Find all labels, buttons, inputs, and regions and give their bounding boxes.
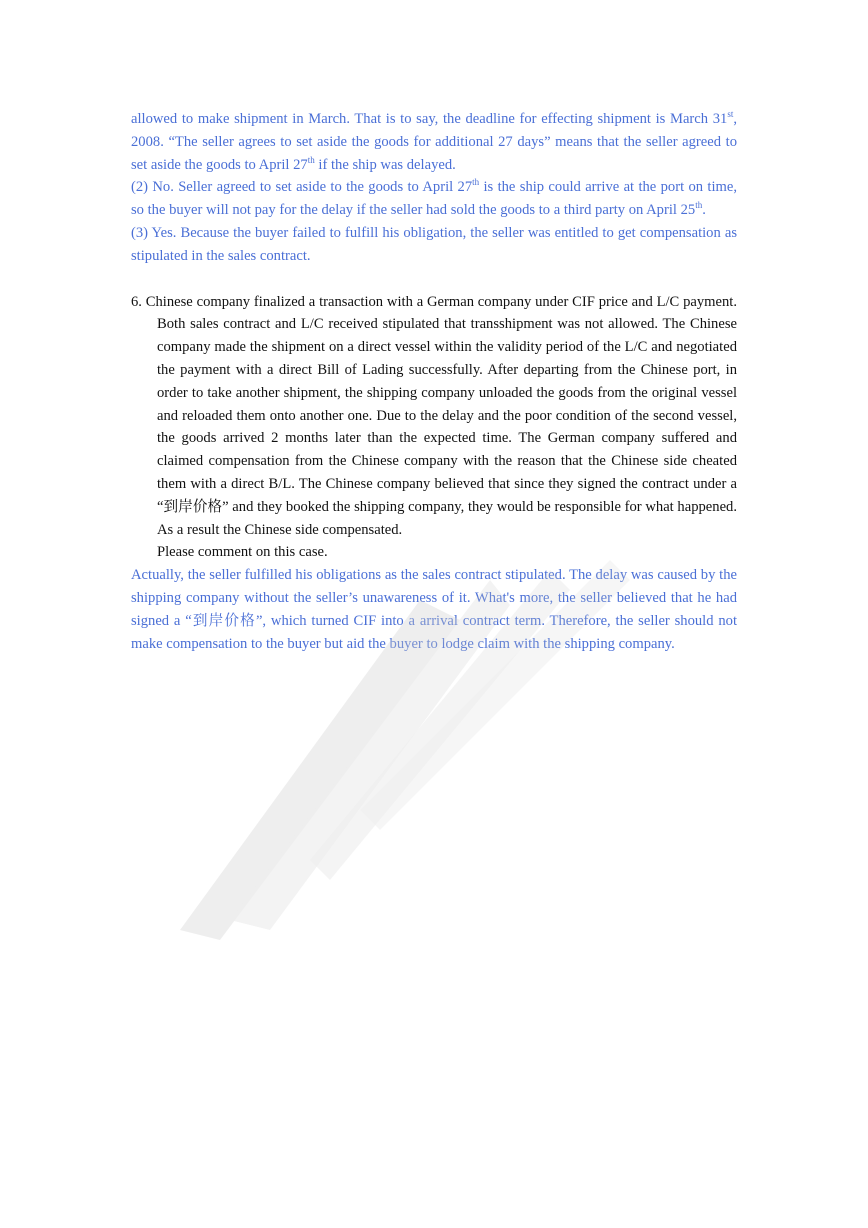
question-6: 6. Chinese company finalized a transaction with a German company under CIF price and L/C payment. Both sales contract and L/C received stipulated that transshipment was not allowed. The Chinese company made the shipment on a direct vessel within the validity period of the L/C and negotiated the payment with a direct Bill of Lading successfully. After departing from the Chinese port, in order to take another shipment, the shipping company unloaded the goods from the original vessel and reloaded them onto another one. Due to the delay and the poor condition of the second vessel, the goods arrived 2 months later than the expected time. The German company suffered and claimed compensation from the Chinese company with the reason that the Chinese side cheated them with a direct B/L. The Chinese company believed that since they signed the contract under a “到岸价格” and they booked the shipping company, they would be responsible for what happened. As a result the Chinese side compensated. [131, 293, 737, 538]
superscript: th [307, 154, 315, 165]
answer-paragraph-2 [131, 176, 737, 222]
text-run: (2) No. Seller agreed to set aside to the goods to April 27 [131, 179, 473, 196]
text-run: allowed to make shipment in March. That is to say, the deadline for effecting shipment is March 31 [131, 111, 728, 127]
document-page [131, 108, 737, 655]
answer-6: Actually, the seller fulfilled his obligations as the sales contract stipulated. The delay was caused by the shipping company without the seller’s unawareness of it. What's more, the seller believed that he had signed a “到岸价格”, which turned CIF into a arrival contract term. Therefore, the seller should not make compensation to the buyer but aid the buyer to lodge claim with the shipping company. [131, 567, 737, 652]
paragraph-gap [131, 268, 737, 291]
superscript: th [695, 200, 703, 211]
text-run: if the ship was delayed. [314, 156, 456, 173]
answer-paragraph-1 [131, 108, 737, 176]
question-6-prompt: Please comment on this case. [157, 544, 328, 561]
text-run: . [702, 202, 706, 219]
answer-paragraph-3: (3) Yes. Because the buyer failed to fulfill his obligation, the seller was entitled to get compensation as stipulated in the sales contract. [131, 224, 737, 264]
superscript: st [727, 109, 734, 120]
text-run: is the ship could arrive at the port on time, so the buyer will not pay for the delay if the seller had sold the goods to a third party on April 25 [131, 179, 738, 219]
text-run: , 2008. “The seller agrees to set aside the goods for additional 27 days” means that the seller agreed to set aside the goods to April 27 [131, 111, 737, 173]
superscript: th [472, 177, 480, 188]
